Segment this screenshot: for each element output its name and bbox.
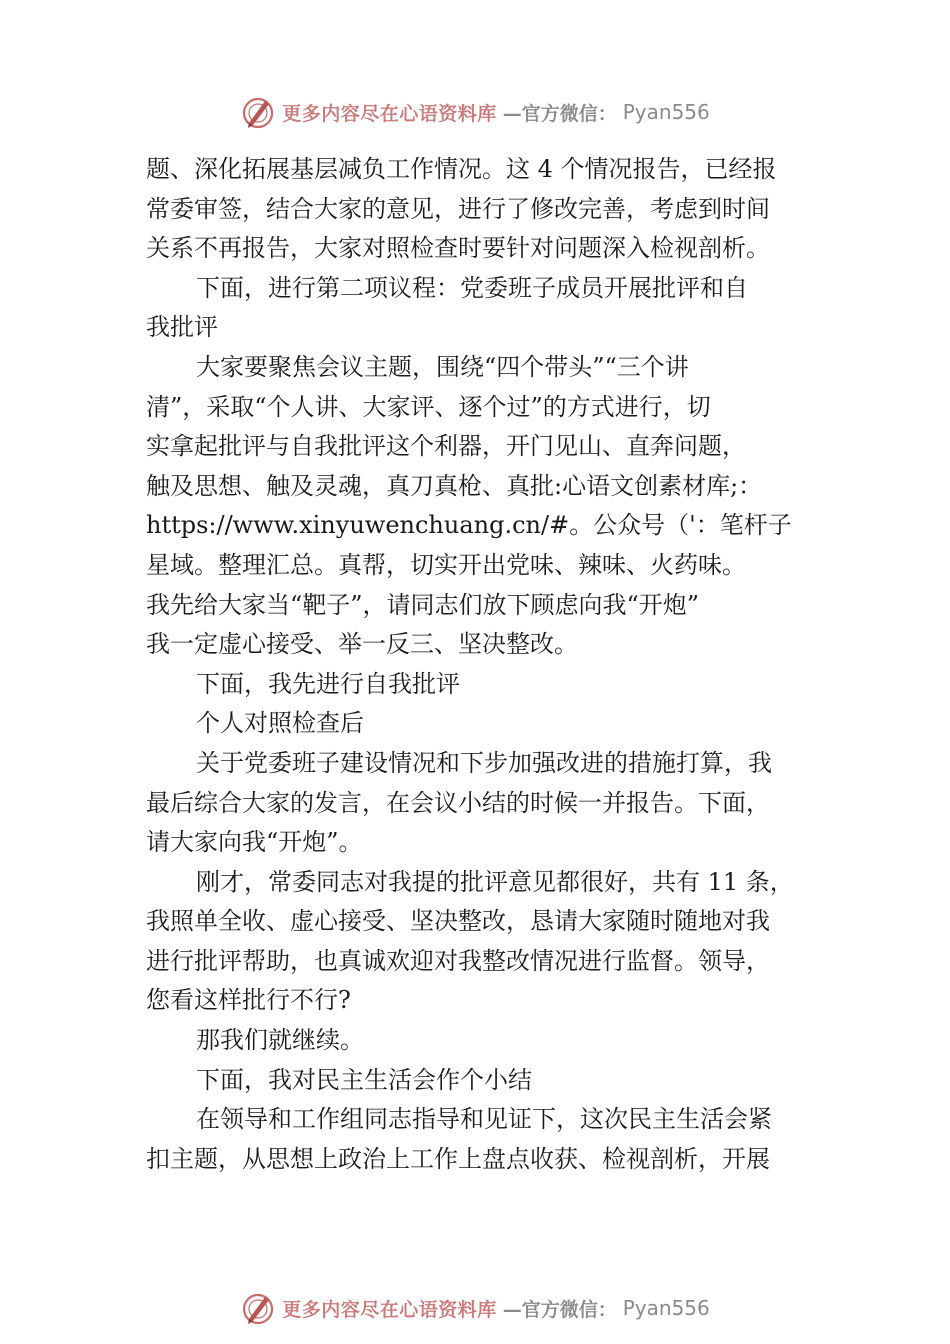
text-line: 刚才，常委同志对我提的批评意见都很好，共有 11 条， (196, 867, 794, 896)
text-line: 最后综合大家的发言，在会议小结的时候一并报告。下面， (146, 788, 770, 817)
banner-wechat-id: Pyan556 (622, 100, 710, 124)
text-line: 您看这样批行不行? (146, 986, 351, 1015)
text-line: 星域。整理汇总。真帮，切实开出党味、辣味、火药味。 (146, 550, 746, 579)
banner-main-text: 更多内容尽在心语资料库 (282, 1298, 497, 1321)
text-line: 下面，我对民主生活会作个小结 (196, 1065, 532, 1094)
text-line: 关系不再报告，大家对照检查时要针对问题深入检视剖析。 (146, 234, 770, 263)
text-line: 扣主题，从思想上政治上工作上盘点收获、检视剖析，开展 (146, 1144, 770, 1173)
text-line: 我先给大家当“靶子”，请同志们放下顾虑向我“开炮” (146, 590, 700, 619)
banner-wechat-id: Pyan556 (622, 1296, 710, 1320)
text-line: 下面，我先进行自我批评 (196, 669, 460, 698)
text-line: 进行批评帮助，也真诚欢迎对我整改情况进行监督。领导， (146, 946, 770, 975)
text-line: 个人对照检查后 (196, 709, 364, 738)
text-line: 清”，采取“个人讲、大家评、逐个过”的方式进行，切 (146, 392, 711, 421)
text-line: 那我们就继续。 (196, 1026, 364, 1055)
footer-banner (0, 1288, 950, 1328)
text-line: 我照单全收、虚心接受、坚决整改，恳请大家随时随地对我 (146, 907, 770, 936)
banner-main-text: 更多内容尽在心语资料库 (282, 102, 497, 125)
text-line: 题、深化拓展基层减负工作情况。这 4 个情况报告，已经报 (146, 155, 777, 183)
text-line: 常委审签，结合大家的意见，进行了修改完善，考虑到时间 (146, 194, 770, 223)
banner-sub-text: —官方微信： (502, 1298, 617, 1321)
pen-logo-icon (240, 94, 276, 130)
text-line: 我一定虚心接受、举一反三、坚决整改。 (146, 630, 578, 659)
pen-logo-icon (240, 1290, 276, 1326)
text-line: 请大家向我“开炮”。 (146, 828, 363, 857)
header-banner (0, 92, 950, 132)
document-body (146, 150, 818, 1179)
banner-sub-text: —官方微信： (502, 102, 617, 125)
text-line: 在领导和工作组同志指导和见证下，这次民主生活会紧 (196, 1105, 772, 1134)
text-line: 大家要聚焦会议主题，围绕“四个带头”“三个讲 (196, 352, 689, 381)
text-line: https://www.xinyuwenchuang.cn/#。公众号（'：笔杆子 (146, 511, 792, 540)
text-line: 下面，进行第二项议程：党委班子成员开展批评和自 (196, 273, 748, 302)
text-line: 关于党委班子建设情况和下步加强改进的措施打算，我 (196, 748, 772, 777)
text-line: 实拿起批评与自我批评这个利器，开门见山、直奔问题， (146, 432, 746, 461)
text-line: 触及思想、触及灵魂，真刀真枪、真批:心语文创素材库;： (146, 471, 763, 500)
text-line: 我批评 (146, 313, 218, 342)
